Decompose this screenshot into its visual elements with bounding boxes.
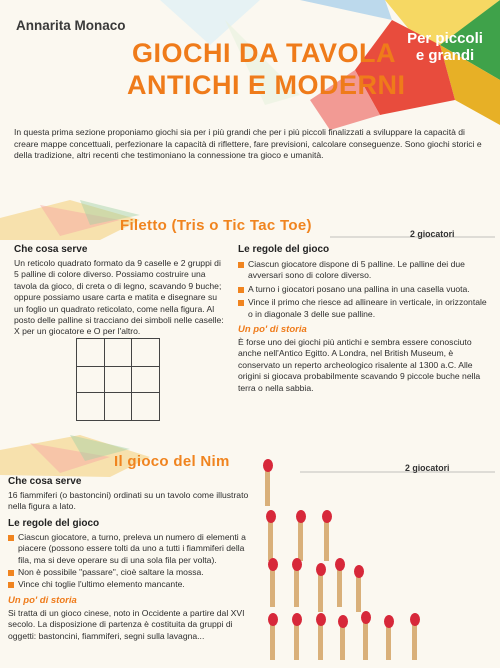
filetto-rule-1: Ciascun giocatore dispone di 5 palline. Le palline dei due avversari sono di colore diverso. bbox=[238, 259, 488, 282]
intro-paragraph: In questa prima sezione proponiamo giochi sia per i più grandi che per i più piccoli finalizzati a sviluppare la capacità di creare mappe concettuali, perfezionare la capacità di riflettere, fare previsioni, calcolare conseguenze. Sono giochi storici e della tradizione, altri recenti che testimoniano la connessione tra gioco e umanità. bbox=[14, 127, 482, 161]
nim-needs-text: 16 fiammiferi (o bastoncini) ordinati su un tavolo come illustrato nella figura a lato. bbox=[8, 490, 249, 512]
nim-rule-1: Ciascun giocatore, a turno, preleva un numero di elementi a piacere (possono essere tolti da uno a tutti i fiammiferi della fila, ma si deve operare su di una sola fila per volta). bbox=[8, 532, 254, 566]
filetto-needs-text: Un reticolo quadrato formato da 9 caselle e 2 gruppi di 5 palline di colore diverso. Possiamo costruire una tavola da gioco, di creta o di legno, scavando 9 buche; oppure possiamo usare carta e matita e disegnare su un foglio un quadrato reticolato, come nella figura. Al posto delle palline si tracciano dei simboli nelle caselle: X per un giocatore e O per l'altro. bbox=[14, 258, 224, 337]
matchstick-head bbox=[361, 611, 371, 624]
matchstick bbox=[363, 618, 368, 660]
filetto-title: Filetto (Tris o Tic Tac Toe) bbox=[120, 217, 312, 234]
author-name: Annarita Monaco bbox=[16, 18, 126, 33]
nim-history-head: Un po' di storia bbox=[8, 594, 77, 606]
matchstick-head bbox=[266, 510, 276, 523]
nim-players: 2 giocatori bbox=[405, 463, 450, 473]
matchstick-head bbox=[410, 613, 420, 626]
badge-line1: Per piccoli bbox=[407, 30, 483, 47]
matchstick-head bbox=[292, 613, 302, 626]
filetto-rule-3: Vince il primo che riesce ad allineare in verticale, in orizzontale o in diagonale 3 delle sue palline. bbox=[238, 297, 488, 320]
matchstick-head bbox=[322, 510, 332, 523]
page-title-line1: GIOCHI DA TAVOLA bbox=[132, 38, 396, 68]
matchstick bbox=[270, 565, 275, 607]
matchstick bbox=[324, 517, 329, 561]
matchstick-head bbox=[316, 613, 326, 626]
badge-line2: e grandi bbox=[415, 47, 475, 64]
matchstick-head bbox=[268, 558, 278, 571]
matchstick bbox=[294, 620, 299, 660]
matchstick bbox=[337, 565, 342, 607]
matchstick bbox=[268, 517, 273, 561]
matchstick-head bbox=[292, 558, 302, 571]
matchstick bbox=[294, 565, 299, 607]
filetto-history-text: È forse uno dei giochi più antichi e sembra essere conosciuto anche nell'Antico Egitto. A Londra, nel British Museum, è conservato un reperto archeologico risalente al 1300 a.C. Alle origini si giocava probabilmente scavando 9 piccole buche nella terra o nella sabbia. bbox=[238, 337, 481, 393]
matchstick-head bbox=[316, 563, 326, 576]
matchstick-head bbox=[338, 615, 348, 628]
matchstick-head bbox=[268, 613, 278, 626]
matchstick bbox=[412, 620, 417, 660]
nim-title: Il gioco del Nim bbox=[114, 453, 230, 470]
matchstick bbox=[298, 517, 303, 561]
matchstick bbox=[318, 570, 323, 612]
matchstick-head bbox=[384, 615, 394, 628]
nim-rule-2: Non è possibile "passare", cioè saltare la mossa. bbox=[8, 567, 254, 578]
filetto-rule-2: A turno i giocatori posano una pallina in una casella vuota. bbox=[238, 284, 488, 295]
nim-needs-head: Che cosa serve bbox=[8, 476, 82, 487]
filetto-needs-head: Che cosa serve bbox=[14, 244, 88, 255]
nim-rules-head: Le regole del gioco bbox=[8, 517, 100, 529]
matchstick bbox=[318, 620, 323, 660]
matchstick-head bbox=[354, 565, 364, 578]
filetto-history-head: Un po' di storia bbox=[238, 324, 307, 336]
page-title-line2: ANTICHI E MODERNI bbox=[127, 70, 406, 100]
matchstick-head bbox=[263, 459, 273, 472]
filetto-players: 2 giocatori bbox=[410, 229, 455, 239]
matchstick-head bbox=[335, 558, 345, 571]
nim-history-text: Si tratta di un gioco cinese, noto in Occidente a partire dal XVI secolo. La disposizione di partenza è costituita da gruppi di oggetti: bastoncini, fiammiferi, segni sulla lavagna... bbox=[8, 607, 245, 641]
matchstick bbox=[270, 620, 275, 660]
nim-rule-3: Vince chi toglie l'ultimo elemento mancante. bbox=[8, 579, 254, 590]
matchstick bbox=[265, 466, 270, 506]
filetto-rules-head: Le regole del gioco bbox=[238, 244, 330, 255]
matchstick bbox=[356, 572, 361, 612]
matchstick-head bbox=[296, 510, 306, 523]
